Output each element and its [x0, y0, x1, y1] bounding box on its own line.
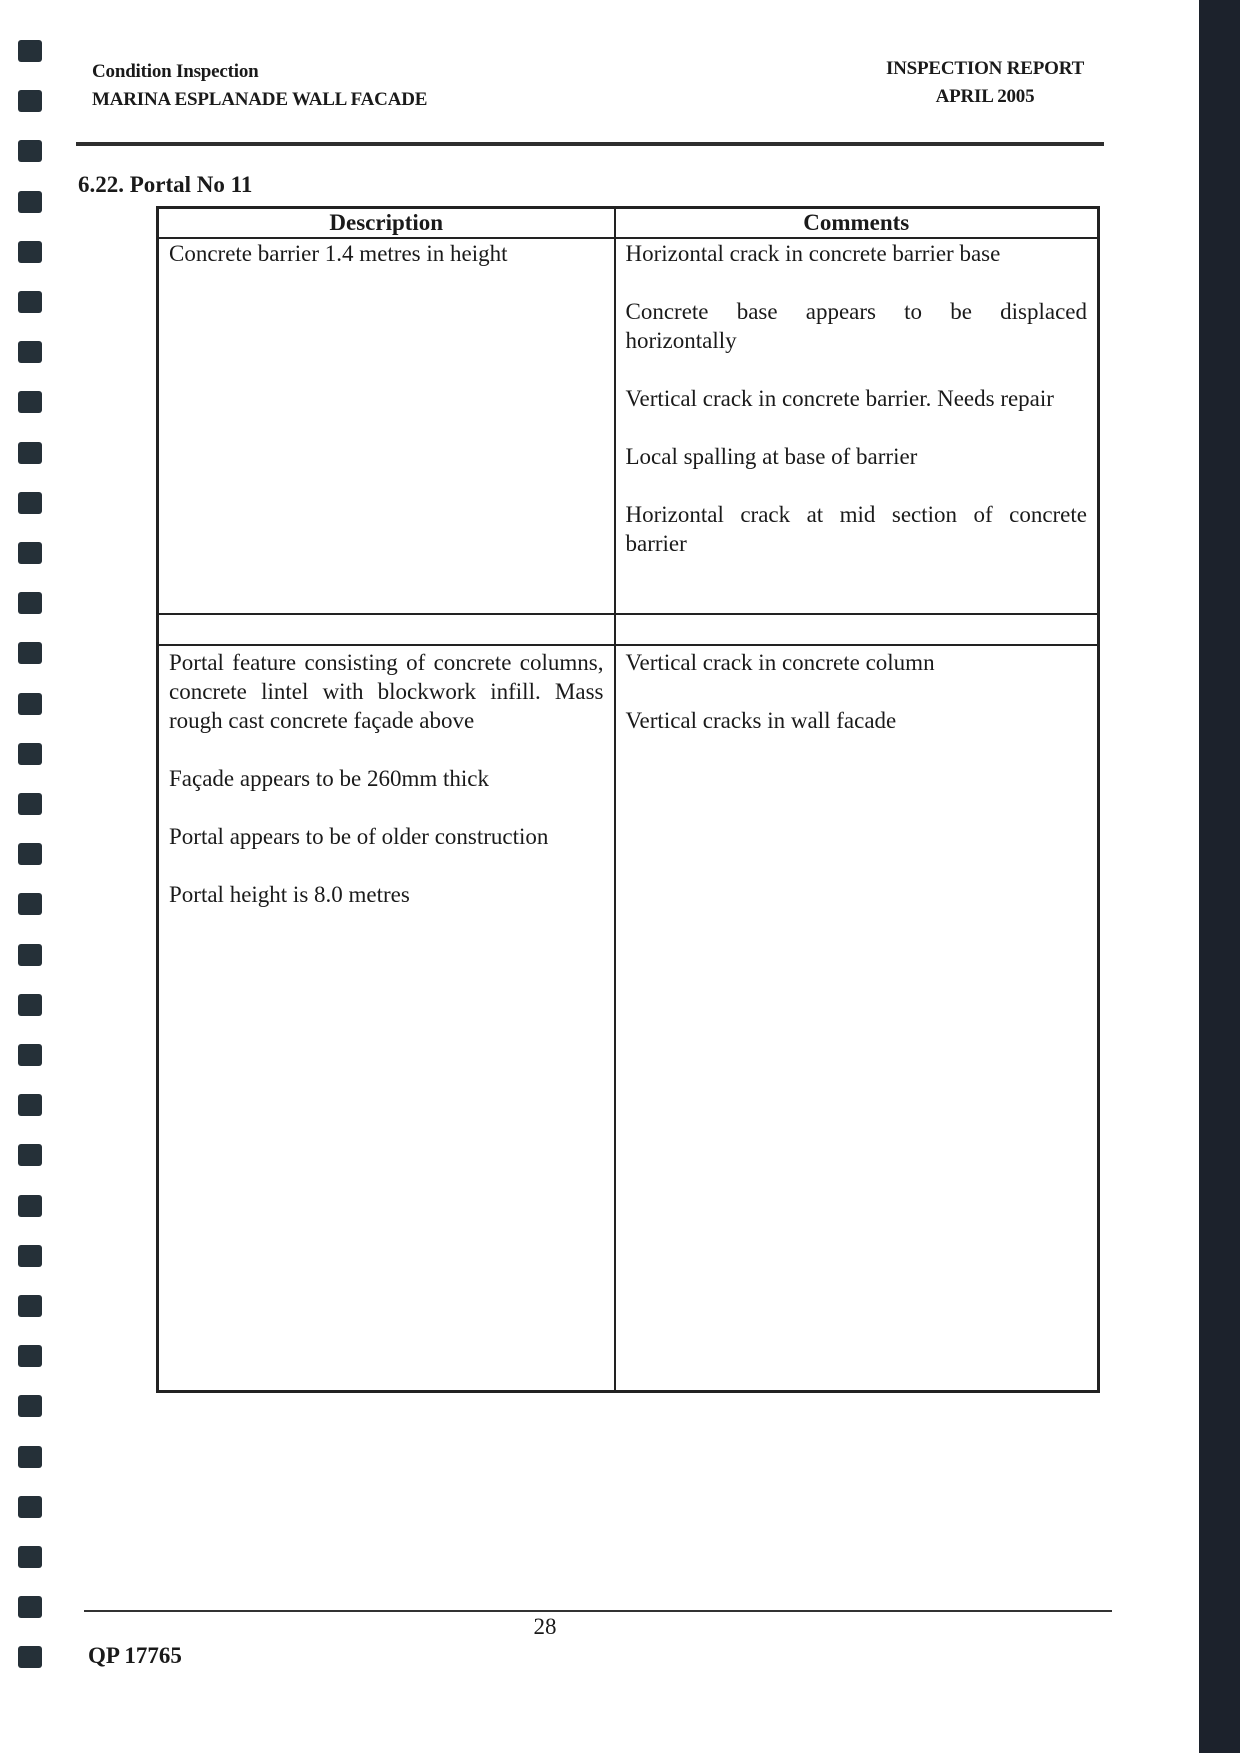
scan-dark-edge	[1199, 0, 1240, 1753]
binding-hole	[18, 391, 42, 413]
description-cell	[158, 614, 615, 645]
binding-hole	[18, 1646, 42, 1668]
binding-hole	[18, 341, 42, 363]
table-row	[158, 614, 1099, 645]
binding-hole	[18, 1596, 42, 1618]
page-number: 28	[533, 1614, 557, 1639]
binding-hole	[18, 994, 42, 1016]
binding-hole	[18, 944, 42, 966]
binding-hole	[18, 191, 42, 213]
comments-cell	[615, 645, 1099, 1392]
column-header-comments: Comments	[615, 208, 1099, 239]
binding-hole	[18, 90, 42, 112]
header-report-type: INSPECTION REPORT	[885, 58, 1085, 79]
comment-text: Concrete base appears to be displaced horizontally	[625, 299, 1087, 353]
binding-hole	[18, 642, 42, 664]
comments-cell	[615, 238, 1099, 614]
binding-hole	[18, 1496, 42, 1518]
binding-hole	[18, 442, 42, 464]
comment-text: Local spalling at base of barrier	[625, 444, 918, 469]
binding-hole	[18, 1295, 42, 1317]
description-text: Portal feature consisting of concrete columns, concrete lintel with blockwork infill. Mass rough cast concrete façade above	[169, 650, 604, 733]
comment-text: Vertical crack in concrete barrier. Needs repair	[625, 386, 1054, 411]
binding-hole	[18, 1044, 42, 1066]
binding-hole	[18, 241, 42, 263]
binding-hole	[18, 291, 42, 313]
binding-hole	[18, 743, 42, 765]
binding-hole	[18, 843, 42, 865]
binding-hole	[18, 1195, 42, 1217]
comments-cell	[615, 614, 1099, 645]
comment-text: Horizontal crack in concrete barrier base	[625, 241, 1001, 266]
binding-hole	[18, 1345, 42, 1367]
footer-divider	[84, 1610, 1112, 1612]
header-subtitle: Condition Inspection	[92, 61, 259, 82]
description-text: Portal appears to be of older construction	[169, 824, 549, 849]
table-header-row	[158, 208, 1099, 239]
description-cell	[158, 238, 615, 614]
description-text: Portal height is 8.0 metres	[169, 882, 410, 907]
binding-hole	[18, 1094, 42, 1116]
section-title: 6.22. Portal No 11	[78, 172, 253, 197]
binding-hole	[18, 893, 42, 915]
description-text: Concrete barrier 1.4 metres in height	[169, 241, 508, 266]
description-cell	[158, 645, 615, 1392]
header-right	[870, 55, 1100, 111]
table-row	[158, 238, 1099, 614]
table-row	[158, 645, 1099, 1392]
comment-text: Vertical cracks in wall facade	[625, 708, 897, 733]
header-project-name: MARINA ESPLANADE WALL FACADE	[92, 89, 428, 110]
header-left	[92, 58, 427, 114]
column-header-description: Description	[158, 208, 615, 239]
header-divider	[76, 142, 1104, 146]
header-date: APRIL 2005	[935, 86, 1035, 107]
comment-text: Horizontal crack at mid section of concrete barrier	[625, 502, 1087, 556]
binding-hole	[18, 1446, 42, 1468]
description-text: Façade appears to be 260mm thick	[169, 766, 489, 791]
binding-hole	[18, 1546, 42, 1568]
document-reference: QP 17765	[88, 1643, 182, 1668]
binding-hole	[18, 1144, 42, 1166]
comment-text: Vertical crack in concrete column	[625, 650, 935, 675]
binding-hole	[18, 1395, 42, 1417]
binding-hole	[18, 793, 42, 815]
binding-hole	[18, 492, 42, 514]
binding-hole	[18, 1245, 42, 1267]
binding-hole	[18, 40, 42, 62]
inspection-table	[156, 206, 1100, 1393]
binding-hole	[18, 592, 42, 614]
binding-hole	[18, 140, 42, 162]
binding-hole	[18, 693, 42, 715]
binding-hole	[18, 542, 42, 564]
